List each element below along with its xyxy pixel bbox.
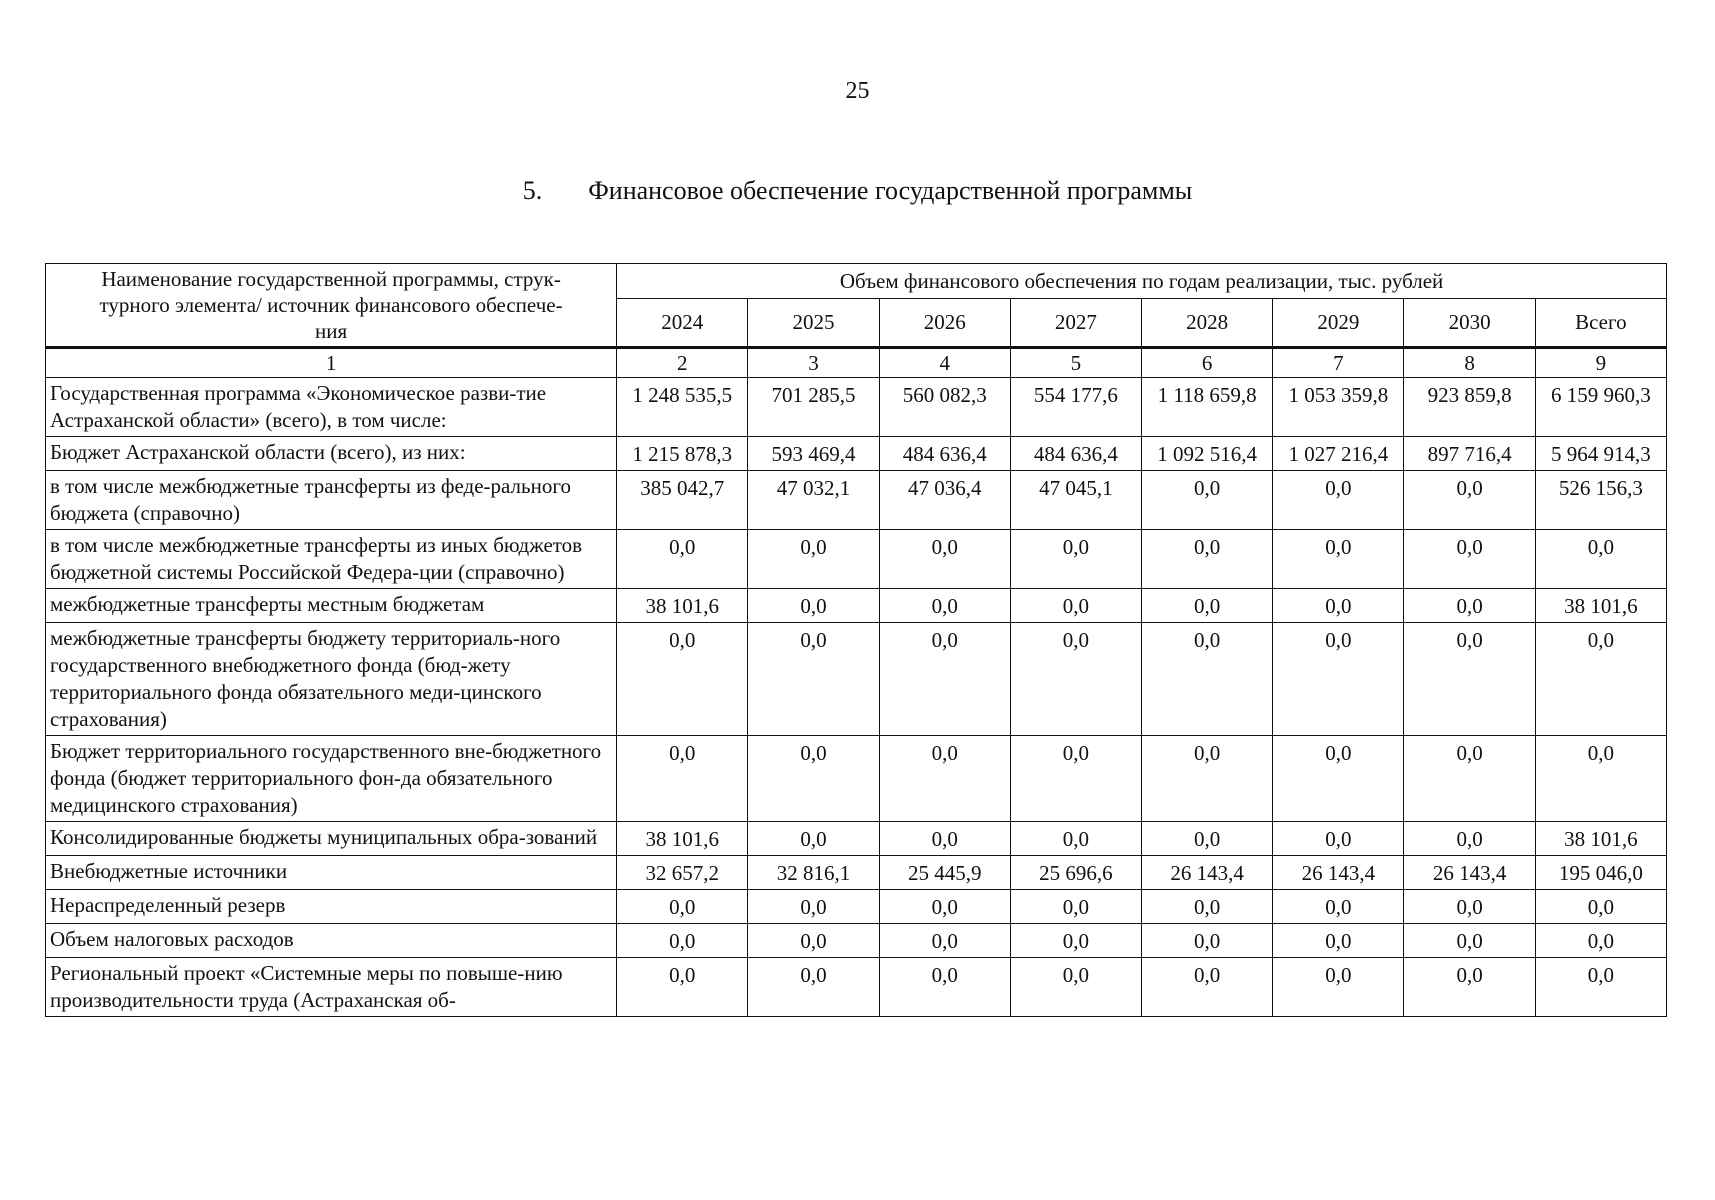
- value-cell: 0,0: [748, 890, 879, 924]
- table-row: [46, 958, 1667, 1017]
- value-cell: 0,0: [1273, 924, 1404, 958]
- value-cell: 0,0: [1010, 623, 1141, 736]
- value-cell: 0,0: [1142, 958, 1273, 1017]
- value-cell: 0,0: [748, 958, 879, 1017]
- value-cell: 0,0: [1273, 736, 1404, 822]
- value-cell: 560 082,3: [879, 378, 1010, 437]
- financing-table-container: [45, 263, 1667, 1017]
- value-cell: 1 027 216,4: [1273, 437, 1404, 471]
- column-index-cell: 7: [1273, 348, 1404, 378]
- value-cell: 0,0: [1142, 924, 1273, 958]
- value-cell: 0,0: [879, 589, 1010, 623]
- value-cell: 701 285,5: [748, 378, 879, 437]
- table-row: [46, 378, 1667, 437]
- header-name-line-2: турного элемента/ источник финансового обеспече-: [99, 293, 563, 317]
- value-cell: 32 816,1: [748, 856, 879, 890]
- value-cell: 385 042,7: [617, 471, 748, 530]
- value-cell: 0,0: [1273, 623, 1404, 736]
- section-heading: [0, 176, 1715, 206]
- value-cell: 0,0: [1535, 530, 1666, 589]
- column-index-row: [46, 348, 1667, 378]
- value-cell: 0,0: [879, 924, 1010, 958]
- header-group-cell: Объем финансового обеспечения по годам реализации, тыс. рублей: [617, 264, 1667, 299]
- value-cell: 26 143,4: [1404, 856, 1535, 890]
- value-cell: 0,0: [1010, 924, 1141, 958]
- page-number: 25: [845, 78, 870, 104]
- column-index-cell: 3: [748, 348, 879, 378]
- value-cell: 47 032,1: [748, 471, 879, 530]
- row-name-cell: Внебюджетные источники: [46, 856, 617, 890]
- value-cell: 484 636,4: [1010, 437, 1141, 471]
- value-cell: 0,0: [1142, 589, 1273, 623]
- value-cell: 0,0: [1404, 623, 1535, 736]
- header-name-cell: [46, 264, 617, 348]
- value-cell: 0,0: [748, 623, 879, 736]
- value-cell: 0,0: [1404, 822, 1535, 856]
- value-cell: 0,0: [1010, 958, 1141, 1017]
- row-name-cell: Государственная программа «Экономическое разви-тие Астраханской области» (всего), в том числе:: [46, 378, 617, 437]
- column-index-cell: 1: [46, 348, 617, 378]
- value-cell: 0,0: [1273, 958, 1404, 1017]
- financing-table: [45, 263, 1667, 1017]
- value-cell: 0,0: [617, 890, 748, 924]
- value-cell: 0,0: [879, 623, 1010, 736]
- column-index-cell: 6: [1142, 348, 1273, 378]
- value-cell: 0,0: [1273, 589, 1404, 623]
- value-cell: 0,0: [1142, 736, 1273, 822]
- value-cell: 0,0: [1535, 736, 1666, 822]
- value-cell: 0,0: [879, 958, 1010, 1017]
- column-header-year: 2029: [1273, 299, 1404, 348]
- value-cell: 1 215 878,3: [617, 437, 748, 471]
- value-cell: 47 045,1: [1010, 471, 1141, 530]
- value-cell: 26 143,4: [1273, 856, 1404, 890]
- value-cell: 0,0: [617, 623, 748, 736]
- value-cell: 0,0: [1010, 890, 1141, 924]
- row-name-cell: Региональный проект «Системные меры по повыше-нию производительности труда (Астраханская об-: [46, 958, 617, 1017]
- section-title: Финансовое обеспечение государственной программы: [588, 176, 1193, 205]
- value-cell: 0,0: [1010, 822, 1141, 856]
- value-cell: 0,0: [1404, 924, 1535, 958]
- column-header-year: 2025: [748, 299, 879, 348]
- header-name-line-1: Наименование государственной программы, струк-: [101, 267, 561, 291]
- value-cell: 47 036,4: [879, 471, 1010, 530]
- table-body: [46, 378, 1667, 1017]
- table-row: [46, 471, 1667, 530]
- value-cell: 38 101,6: [1535, 822, 1666, 856]
- value-cell: 0,0: [1404, 589, 1535, 623]
- value-cell: 554 177,6: [1010, 378, 1141, 437]
- value-cell: 1 053 359,8: [1273, 378, 1404, 437]
- value-cell: 5 964 914,3: [1535, 437, 1666, 471]
- value-cell: 0,0: [617, 736, 748, 822]
- table-row: [46, 589, 1667, 623]
- value-cell: 32 657,2: [617, 856, 748, 890]
- value-cell: 0,0: [1142, 623, 1273, 736]
- value-cell: 0,0: [1273, 530, 1404, 589]
- column-header-year: 2030: [1404, 299, 1535, 348]
- value-cell: 195 046,0: [1535, 856, 1666, 890]
- value-cell: 38 101,6: [617, 822, 748, 856]
- row-name-cell: Объем налоговых расходов: [46, 924, 617, 958]
- section-number: 5.: [522, 176, 543, 205]
- value-cell: 0,0: [748, 822, 879, 856]
- value-cell: 0,0: [617, 958, 748, 1017]
- table-row: [46, 890, 1667, 924]
- column-header-year: 2028: [1142, 299, 1273, 348]
- value-cell: 0,0: [1535, 958, 1666, 1017]
- value-cell: 0,0: [879, 822, 1010, 856]
- value-cell: 526 156,3: [1535, 471, 1666, 530]
- value-cell: 593 469,4: [748, 437, 879, 471]
- value-cell: 0,0: [1535, 623, 1666, 736]
- value-cell: 38 101,6: [1535, 589, 1666, 623]
- value-cell: 0,0: [748, 530, 879, 589]
- value-cell: 484 636,4: [879, 437, 1010, 471]
- row-name-cell: межбюджетные трансферты местным бюджетам: [46, 589, 617, 623]
- table-row: [46, 822, 1667, 856]
- value-cell: 0,0: [1404, 890, 1535, 924]
- table-row: [46, 437, 1667, 471]
- row-name-cell: Нераспределенный резерв: [46, 890, 617, 924]
- column-header-total: Всего: [1535, 299, 1666, 348]
- value-cell: 0,0: [879, 530, 1010, 589]
- value-cell: 1 092 516,4: [1142, 437, 1273, 471]
- value-cell: 38 101,6: [617, 589, 748, 623]
- value-cell: 0,0: [1404, 471, 1535, 530]
- value-cell: 6 159 960,3: [1535, 378, 1666, 437]
- row-name-cell: Консолидированные бюджеты муниципальных обра-зований: [46, 822, 617, 856]
- value-cell: 897 716,4: [1404, 437, 1535, 471]
- value-cell: 0,0: [1142, 530, 1273, 589]
- value-cell: 26 143,4: [1142, 856, 1273, 890]
- value-cell: 0,0: [1010, 530, 1141, 589]
- value-cell: 0,0: [1404, 530, 1535, 589]
- row-name-cell: в том числе межбюджетные трансферты из иных бюджетов бюджетной системы Российской Федера-ции (справочно): [46, 530, 617, 589]
- value-cell: 0,0: [1142, 822, 1273, 856]
- value-cell: 0,0: [1142, 471, 1273, 530]
- column-index-cell: 4: [879, 348, 1010, 378]
- value-cell: 0,0: [617, 924, 748, 958]
- value-cell: 0,0: [617, 530, 748, 589]
- value-cell: 1 248 535,5: [617, 378, 748, 437]
- header-name-line-3: ния: [315, 319, 348, 343]
- value-cell: 0,0: [1404, 736, 1535, 822]
- column-index-cell: 8: [1404, 348, 1535, 378]
- value-cell: 25 696,6: [1010, 856, 1141, 890]
- value-cell: 923 859,8: [1404, 378, 1535, 437]
- value-cell: 0,0: [1404, 958, 1535, 1017]
- value-cell: 0,0: [1273, 471, 1404, 530]
- value-cell: 0,0: [748, 589, 879, 623]
- value-cell: 0,0: [1142, 890, 1273, 924]
- value-cell: 0,0: [1273, 890, 1404, 924]
- row-name-cell: Бюджет территориального государственного вне-бюджетного фонда (бюджет территориального фон-да обязательного медицинского страхования): [46, 736, 617, 822]
- column-index-cell: 5: [1010, 348, 1141, 378]
- value-cell: 0,0: [1535, 890, 1666, 924]
- column-header-year: 2027: [1010, 299, 1141, 348]
- row-name-cell: в том числе межбюджетные трансферты из феде-рального бюджета (справочно): [46, 471, 617, 530]
- table-row: [46, 924, 1667, 958]
- table-row: [46, 530, 1667, 589]
- value-cell: 0,0: [748, 924, 879, 958]
- column-header-year: 2024: [617, 299, 748, 348]
- value-cell: 0,0: [1010, 736, 1141, 822]
- column-index-cell: 9: [1535, 348, 1666, 378]
- value-cell: 0,0: [879, 890, 1010, 924]
- value-cell: 0,0: [1535, 924, 1666, 958]
- table-row: [46, 856, 1667, 890]
- value-cell: 0,0: [1010, 589, 1141, 623]
- value-cell: 0,0: [1273, 822, 1404, 856]
- column-header-year: 2026: [879, 299, 1010, 348]
- value-cell: 0,0: [748, 736, 879, 822]
- value-cell: 1 118 659,8: [1142, 378, 1273, 437]
- row-name-cell: межбюджетные трансферты бюджету территориаль-ного государственного внебюджетного фонда (бюд-жету территориального фонда обязательного меди-цинского страхования): [46, 623, 617, 736]
- column-index-cell: 2: [617, 348, 748, 378]
- value-cell: 0,0: [879, 736, 1010, 822]
- value-cell: 25 445,9: [879, 856, 1010, 890]
- table-row: [46, 623, 1667, 736]
- table-row: [46, 736, 1667, 822]
- row-name-cell: Бюджет Астраханской области (всего), из них:: [46, 437, 617, 471]
